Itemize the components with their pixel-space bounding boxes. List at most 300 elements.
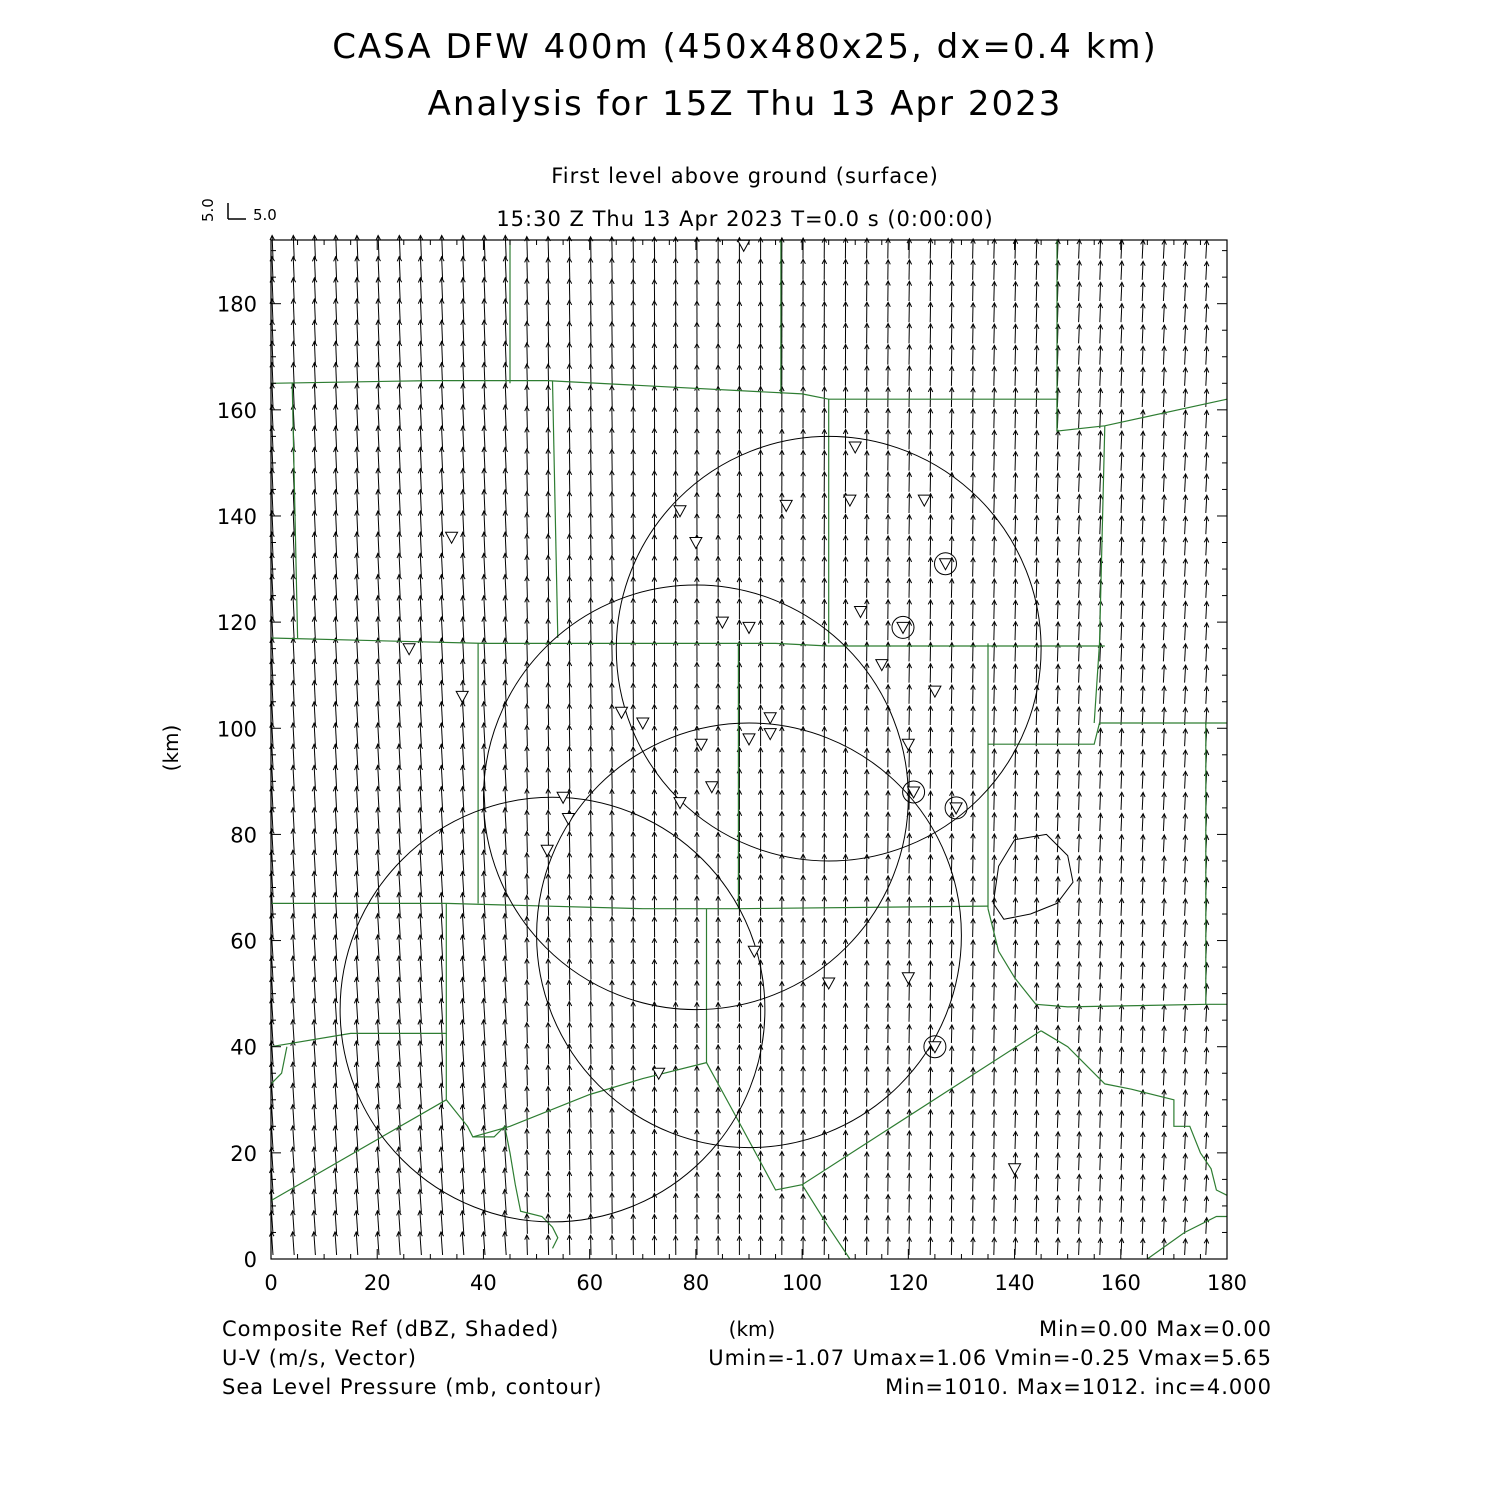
wind-vector — [737, 918, 742, 938]
wind-vector — [460, 1126, 465, 1149]
wind-vector — [1013, 494, 1018, 513]
wind-vector — [312, 1126, 317, 1149]
wind-vector — [334, 320, 339, 343]
wind-vector — [950, 1110, 955, 1128]
wind-vector — [333, 787, 338, 810]
wind-vector — [907, 1216, 912, 1234]
wind-vector — [673, 811, 678, 831]
wind-vector — [716, 493, 721, 514]
wind-vector — [482, 850, 487, 873]
wind-vector — [1141, 453, 1146, 471]
y-tick-label: 140 — [217, 505, 257, 529]
wind-vector — [1013, 452, 1018, 471]
wind-vector — [376, 532, 381, 555]
wind-vector — [312, 660, 317, 683]
wind-vector — [801, 387, 806, 407]
wind-vector — [355, 681, 360, 704]
wind-vector — [333, 744, 338, 767]
wind-vector — [673, 1215, 678, 1234]
wind-vector — [355, 532, 360, 555]
wind-vector — [418, 575, 423, 598]
wind-vector — [482, 532, 487, 555]
wind-vector — [652, 556, 657, 577]
wind-vector — [950, 388, 955, 407]
wind-vector — [1077, 665, 1082, 683]
wind-vector — [992, 367, 997, 386]
wind-vector — [312, 320, 317, 343]
wind-vector — [610, 747, 615, 768]
wind-vector — [269, 1211, 274, 1234]
wind-vector — [652, 705, 657, 725]
wind-vector — [822, 1003, 827, 1022]
wind-vector — [546, 980, 551, 1000]
wind-vector — [652, 280, 657, 301]
station-marker — [876, 660, 888, 671]
wind-vector — [418, 1211, 423, 1234]
wind-vector — [376, 1084, 381, 1107]
wind-vector — [907, 600, 912, 619]
wind-vector — [1183, 920, 1188, 937]
wind-vector — [758, 981, 763, 1000]
wind-vector — [631, 1023, 636, 1043]
wind-vector — [652, 598, 657, 619]
wind-vector — [1141, 516, 1146, 534]
wind-vector — [801, 514, 806, 534]
wind-vector — [1098, 410, 1103, 429]
wind-vector — [376, 575, 381, 598]
wind-vector — [695, 407, 700, 428]
wind-vector — [950, 430, 955, 449]
wind-vector — [376, 405, 381, 428]
wind-vector — [780, 1045, 785, 1064]
wind-vector — [1162, 368, 1167, 386]
wind-vector — [270, 808, 275, 831]
wind-vector — [333, 1168, 338, 1191]
wind-vector — [270, 744, 275, 767]
wind-vector — [1034, 1068, 1039, 1085]
wind-vector — [928, 940, 933, 958]
wind-vector — [312, 554, 317, 577]
wind-vector — [397, 1126, 402, 1149]
wind-vector — [631, 1044, 636, 1064]
wind-vector — [461, 702, 466, 725]
wind-vector — [971, 260, 976, 280]
wind-vector — [928, 600, 933, 619]
wind-vector — [503, 638, 508, 661]
wind-vector — [758, 705, 763, 725]
wind-vector — [333, 956, 338, 979]
wind-vector — [546, 1065, 551, 1085]
wind-vector — [567, 853, 572, 874]
wind-vector — [865, 366, 870, 386]
wind-vector — [525, 1172, 530, 1192]
wind-vector — [1183, 1090, 1188, 1107]
wind-vector — [525, 343, 530, 365]
wind-vector — [801, 599, 806, 619]
wind-vector — [525, 1235, 530, 1255]
wind-vector — [780, 408, 785, 428]
wind-vector — [695, 577, 700, 597]
chart-title-line2: Analysis for 15Z Thu 13 Apr 2023 — [428, 84, 1063, 124]
wind-vector — [1034, 813, 1039, 831]
wind-vector — [1162, 1005, 1167, 1022]
wind-vector — [1119, 1069, 1124, 1086]
wind-vector — [801, 960, 806, 979]
wind-vector — [270, 1041, 275, 1064]
wind-vector — [482, 575, 487, 598]
wind-vector — [822, 323, 827, 343]
wind-vector — [440, 278, 445, 301]
wind-vector — [418, 893, 423, 916]
wind-vector — [865, 833, 870, 852]
wind-vector — [355, 426, 360, 449]
wind-vector — [525, 1023, 530, 1043]
wind-vector — [907, 1089, 912, 1107]
wind-vector — [843, 345, 848, 365]
wind-vector — [546, 789, 551, 810]
wind-vector — [971, 324, 976, 343]
wind-vector — [631, 705, 636, 726]
wind-vector — [482, 1147, 487, 1170]
wind-vector — [652, 258, 657, 279]
wind-vector — [780, 280, 785, 301]
wind-vector — [567, 428, 572, 450]
wind-vector — [1183, 602, 1188, 620]
wind-vector — [588, 832, 593, 853]
wind-vector — [907, 940, 912, 958]
wind-vector — [673, 365, 678, 386]
wind-vector — [525, 853, 530, 874]
wind-vector — [758, 748, 763, 768]
wind-vector — [397, 617, 402, 640]
wind-vector — [1013, 898, 1018, 916]
wind-vector — [546, 258, 551, 280]
wind-vector — [291, 1126, 296, 1149]
wind-vector — [397, 278, 402, 301]
wind-vector — [1013, 1217, 1018, 1234]
wind-vector — [695, 599, 700, 619]
wind-vector — [673, 1045, 678, 1065]
wind-vector — [525, 1002, 530, 1022]
wind-vector — [992, 239, 997, 258]
wind-vector — [695, 280, 700, 301]
wind-vector — [1141, 1047, 1146, 1064]
wind-vector — [354, 999, 359, 1022]
wind-vector — [822, 769, 827, 788]
wind-vector — [588, 619, 593, 640]
wind-vector — [695, 344, 700, 365]
wind-vector — [1183, 1069, 1188, 1086]
wind-vector — [631, 598, 636, 619]
wind-vector — [758, 918, 763, 937]
wind-vector — [1183, 410, 1188, 428]
wind-vector — [354, 1232, 359, 1255]
wind-vector — [865, 345, 870, 365]
wind-vector — [865, 323, 870, 343]
wind-vector — [312, 829, 317, 852]
wind-vector — [588, 1150, 593, 1170]
time-label: 15:30 Z Thu 13 Apr 2023 T=0.0 s (0:00:00) — [496, 207, 993, 231]
wind-vector — [1183, 368, 1188, 386]
wind-vector — [1034, 856, 1039, 874]
wind-vector — [780, 472, 785, 492]
wind-vector — [588, 577, 593, 598]
wind-vector — [1141, 877, 1146, 894]
wind-vector — [1141, 729, 1146, 747]
wind-vector — [418, 490, 423, 513]
wind-vector — [1034, 622, 1039, 640]
wind-vector — [418, 1232, 423, 1255]
wind-vector — [397, 554, 402, 577]
wind-vector — [695, 1024, 700, 1044]
wind-vector — [886, 1195, 891, 1213]
wind-vector — [907, 302, 912, 322]
wind-vector — [418, 1147, 423, 1170]
wind-vector — [758, 769, 763, 789]
wind-vector — [333, 872, 338, 895]
wind-vector — [312, 978, 317, 1001]
wind-vector — [461, 744, 466, 767]
wind-vector — [588, 1002, 593, 1022]
wind-vector — [907, 494, 912, 513]
wind-vector — [440, 320, 445, 343]
wind-vector — [1183, 835, 1188, 852]
wind-vector — [1141, 1154, 1146, 1171]
wind-vector — [1204, 1005, 1209, 1022]
footer-line2-right: Umin=-1.07 Umax=1.06 Vmin=-0.25 Vmax=5.65 — [708, 1346, 1272, 1370]
wind-vector — [461, 575, 466, 598]
wind-vector — [312, 299, 317, 322]
wind-vector — [801, 366, 806, 386]
wind-vector — [822, 514, 827, 534]
wind-vector — [673, 450, 678, 471]
wind-vector — [440, 448, 445, 471]
wind-vector — [482, 1041, 487, 1064]
wind-vector — [673, 514, 678, 535]
wind-vector — [971, 409, 976, 428]
wind-vector — [737, 1066, 742, 1085]
wind-vector — [843, 939, 848, 958]
wind-vector — [333, 702, 338, 725]
wind-vector — [376, 1041, 381, 1064]
wind-vector — [610, 386, 615, 407]
wind-vector — [971, 685, 976, 704]
wind-vector — [1119, 240, 1124, 259]
wind-vector — [1183, 283, 1188, 301]
wind-vector — [291, 1062, 296, 1085]
wind-vector — [588, 279, 593, 301]
wind-vector — [758, 727, 763, 747]
wind-vector — [1162, 665, 1167, 683]
station-marker — [456, 691, 468, 702]
wind-vector — [1034, 898, 1039, 916]
wind-vector — [355, 511, 360, 534]
wind-vector — [1077, 516, 1082, 534]
wind-vector — [950, 1025, 955, 1043]
wind-vector — [1098, 240, 1103, 259]
wind-vector — [1204, 750, 1209, 767]
wind-vector — [652, 832, 657, 852]
wind-vector — [652, 301, 657, 322]
wind-vector — [992, 558, 997, 577]
wind-vector — [270, 850, 275, 873]
wind-vector — [1077, 282, 1082, 301]
wind-vector — [482, 257, 487, 280]
wind-vector — [525, 1150, 530, 1170]
wind-vector — [673, 535, 678, 556]
wind-vector — [333, 999, 338, 1022]
wind-vector — [546, 1087, 551, 1107]
wind-vector — [397, 723, 402, 746]
wind-vector — [992, 1195, 997, 1212]
wind-vector — [865, 515, 870, 535]
wind-vector — [1204, 814, 1209, 831]
wind-vector — [673, 1108, 678, 1127]
wind-vector — [1056, 1132, 1061, 1149]
wind-vector — [1077, 1196, 1082, 1213]
wind-vector — [1183, 1005, 1188, 1022]
wind-vector — [1077, 750, 1082, 768]
wind-vector — [1183, 941, 1188, 958]
station-marker — [764, 729, 776, 740]
wind-vector — [503, 1020, 508, 1043]
wind-vector — [673, 1087, 678, 1106]
wind-vector — [482, 829, 487, 852]
wind-vector — [1056, 1047, 1061, 1064]
wind-vector — [673, 556, 678, 577]
wind-vector — [439, 1105, 444, 1128]
wind-vector — [992, 1089, 997, 1107]
wind-vector — [1056, 367, 1061, 386]
wind-vector — [631, 790, 636, 810]
wind-vector — [928, 515, 933, 534]
wind-vector — [397, 1084, 402, 1107]
wind-vector — [716, 556, 721, 576]
wind-vector — [503, 554, 508, 577]
wind-vector — [291, 1232, 296, 1255]
wind-vector — [886, 855, 891, 874]
wind-vector — [376, 490, 381, 513]
wind-vector — [546, 725, 551, 746]
wind-vector — [801, 875, 806, 894]
wind-vector — [312, 935, 317, 958]
wind-vector — [1056, 473, 1061, 492]
wind-vector — [503, 702, 508, 725]
wind-vector — [418, 342, 423, 365]
wind-vector — [312, 448, 317, 471]
wind-vector — [780, 1088, 785, 1107]
wind-vector — [546, 343, 551, 365]
wind-vector — [780, 684, 785, 704]
station-marker — [902, 973, 914, 984]
wind-vector — [780, 1215, 785, 1234]
wind-vector — [822, 854, 827, 873]
wind-vector — [418, 469, 423, 492]
wind-vector — [270, 956, 275, 979]
wind-vector — [525, 577, 530, 598]
wind-vector — [588, 301, 593, 323]
wind-vector — [1162, 1069, 1167, 1086]
wind-vector — [673, 1193, 678, 1212]
wind-vector — [865, 961, 870, 980]
wind-vector — [1162, 686, 1167, 704]
wind-vector — [312, 469, 317, 492]
wind-vector — [1119, 984, 1124, 1001]
wind-vector — [291, 638, 296, 661]
wind-vector — [822, 642, 827, 662]
wind-vector — [950, 260, 955, 280]
wind-vector — [567, 1023, 572, 1043]
wind-vector — [439, 596, 444, 619]
wind-vector — [631, 386, 636, 407]
wind-vector — [334, 405, 339, 428]
wind-vector — [439, 1041, 444, 1064]
wind-vector — [716, 790, 721, 810]
wind-vector — [1098, 1068, 1103, 1085]
wind-vector — [631, 513, 636, 534]
wind-vector — [333, 1232, 338, 1255]
wind-vector — [822, 706, 827, 725]
wind-vector — [1013, 1110, 1018, 1127]
wind-vector — [822, 429, 827, 449]
wind-vector — [1034, 494, 1039, 513]
wind-vector — [1162, 1196, 1167, 1212]
wind-vector — [928, 834, 933, 853]
wind-vector — [652, 1087, 657, 1107]
wind-vector — [695, 1109, 700, 1128]
wind-vector — [822, 1024, 827, 1043]
wind-vector — [1119, 1090, 1124, 1107]
wind-vector — [843, 323, 848, 343]
wind-vector — [376, 617, 381, 640]
wind-vector — [588, 1129, 593, 1149]
wind-vector — [801, 472, 806, 492]
wind-vector — [482, 872, 487, 895]
wind-vector — [333, 893, 338, 916]
wind-vector — [270, 1084, 275, 1107]
wind-vector — [780, 1237, 785, 1256]
wind-vector — [737, 663, 742, 683]
wind-vector — [822, 1173, 827, 1191]
wind-vector — [928, 430, 933, 449]
wind-vector — [971, 706, 976, 725]
wind-vector — [801, 344, 806, 364]
wind-vector — [397, 872, 402, 895]
wind-vector — [588, 386, 593, 407]
wind-vector — [503, 1168, 508, 1191]
wind-vector — [567, 980, 572, 1000]
wind-vector — [950, 1089, 955, 1107]
wind-vector — [333, 1084, 338, 1107]
wind-vector — [631, 853, 636, 873]
wind-vector — [1183, 1196, 1188, 1212]
wind-vector — [928, 451, 933, 470]
wind-vector — [1204, 517, 1209, 535]
wind-vector — [631, 620, 636, 641]
radar-range-circle — [537, 723, 962, 1148]
wind-vector — [843, 430, 848, 450]
wind-vector — [695, 917, 700, 937]
wind-vector — [1013, 1174, 1018, 1191]
wind-vector — [865, 1237, 870, 1255]
wind-vector — [567, 513, 572, 534]
wind-vector — [758, 1003, 763, 1022]
wind-vector — [1013, 1068, 1018, 1086]
wind-vector — [1119, 856, 1124, 873]
wind-vector — [758, 429, 763, 449]
wind-vector — [376, 1105, 381, 1128]
wind-vector — [610, 619, 615, 640]
